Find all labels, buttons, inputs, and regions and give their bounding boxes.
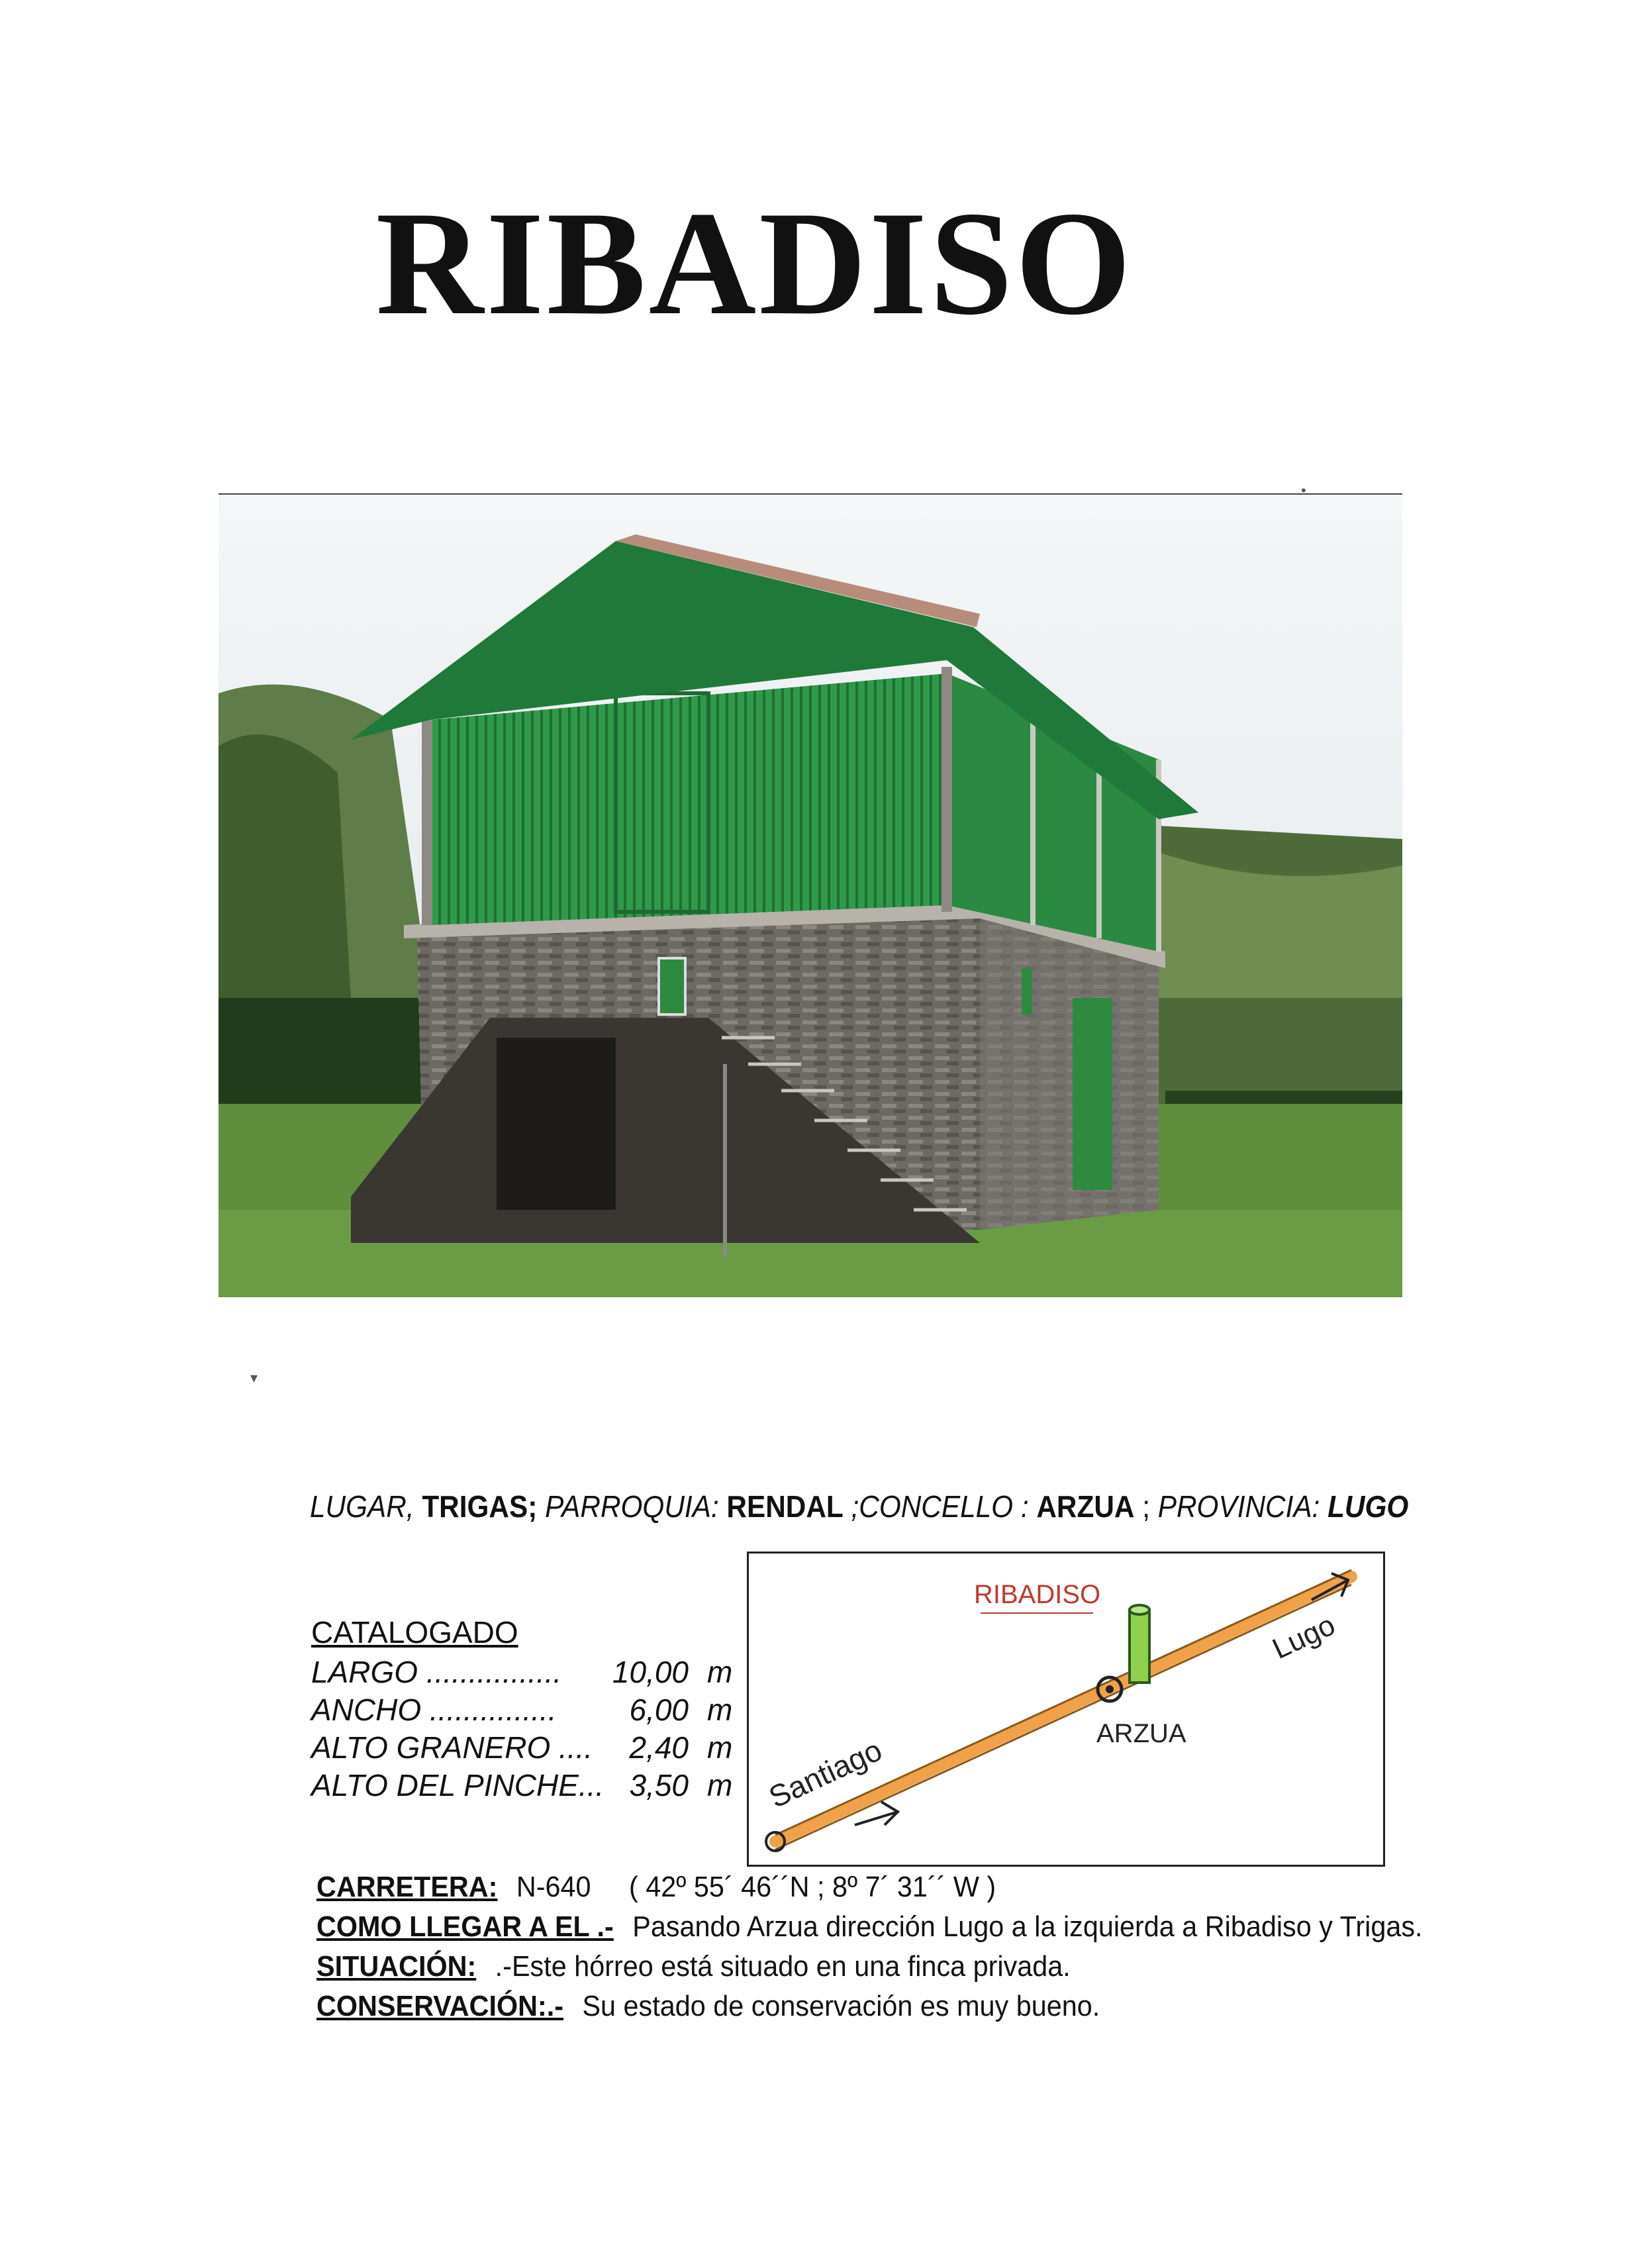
- dimension-label: LARGO ................: [311, 1654, 562, 1689]
- situacion-label: SITUACIÓN:: [316, 1950, 477, 1983]
- como-llegar-label: COMO LLEGAR A EL .-: [316, 1910, 614, 1943]
- separator: ;: [1142, 1489, 1150, 1524]
- road-line: [775, 1577, 1351, 1842]
- horreo-photo: [218, 493, 1402, 1297]
- conservacion-value: Su estado de conservación es muy bueno.: [582, 1990, 1100, 2022]
- ribadiso-marker: [1130, 1610, 1149, 1683]
- map-label-ribadiso: RIBADISO: [974, 1580, 1101, 1609]
- info-situacion: [316, 1950, 1375, 1990]
- catalog-row: [311, 1766, 732, 1804]
- map-label-santiago: Santiago: [763, 1732, 887, 1815]
- info-section: [316, 1871, 1442, 2030]
- provincia-value: LUGO: [1328, 1489, 1409, 1524]
- catalog-row: [311, 1691, 732, 1728]
- parroquia-label: PARROQUIA:: [545, 1489, 719, 1524]
- info-como-llegar: [316, 1910, 1423, 1950]
- concello-value: ARZUA: [1036, 1489, 1135, 1524]
- dimension-unit: m: [707, 1730, 733, 1765]
- parroquia-value: RENDAL: [726, 1489, 844, 1524]
- provincia-label: PROVINCIA:: [1157, 1489, 1320, 1524]
- conservacion-label: CONSERVACIÓN:.-: [316, 1990, 564, 2022]
- dimension-unit: m: [707, 1767, 733, 1802]
- scan-speck: ▾: [250, 1369, 258, 1386]
- lugar-value: TRIGAS;: [422, 1489, 538, 1524]
- info-carretera: [316, 1871, 1375, 1910]
- dimension-value: 2,40: [629, 1730, 689, 1765]
- catalog-row: [311, 1653, 732, 1691]
- dimension-label: ANCHO ...............: [311, 1692, 557, 1727]
- info-conservacion: [316, 1990, 1375, 2030]
- location-line: [310, 1489, 1409, 1524]
- dimension-label: ALTO GRANERO ....: [311, 1730, 593, 1765]
- catalog-row: [311, 1728, 732, 1766]
- scan-speck: •: [1301, 482, 1306, 499]
- carretera-value: N-640 ( 42º 55´ 46´´N ; 8º 7´ 31´´ W ): [516, 1871, 996, 1903]
- dimension-value: 3,50: [629, 1767, 689, 1802]
- dimension-value: 6,00: [629, 1692, 689, 1727]
- situacion-value: .-Este hórreo está situado en una finca privada.: [495, 1950, 1071, 1983]
- concello-label: ;CONCELLO :: [851, 1489, 1029, 1524]
- dimension-unit: m: [707, 1654, 733, 1689]
- dimension-label: ALTO DEL PINCHE...: [311, 1767, 604, 1802]
- map-label-arzua: ARZUA: [1096, 1719, 1186, 1748]
- lugar-label: LUGAR,: [310, 1489, 414, 1524]
- catalog-heading: CATALOGADO: [311, 1615, 518, 1650]
- dimension-unit: m: [707, 1692, 733, 1727]
- page-title: RIBADISO: [375, 180, 1134, 346]
- catalog-section: [311, 1614, 732, 1804]
- carretera-label: CARRETERA:: [316, 1871, 498, 1903]
- como-llegar-value: Pasando Arzua dirección Lugo a la izquierda a Ribadiso y Trigas.: [632, 1910, 1423, 1943]
- dimension-value: 10,00: [612, 1654, 689, 1689]
- map-label-lugo: Lugo: [1267, 1608, 1340, 1666]
- location-map: [747, 1552, 1385, 1867]
